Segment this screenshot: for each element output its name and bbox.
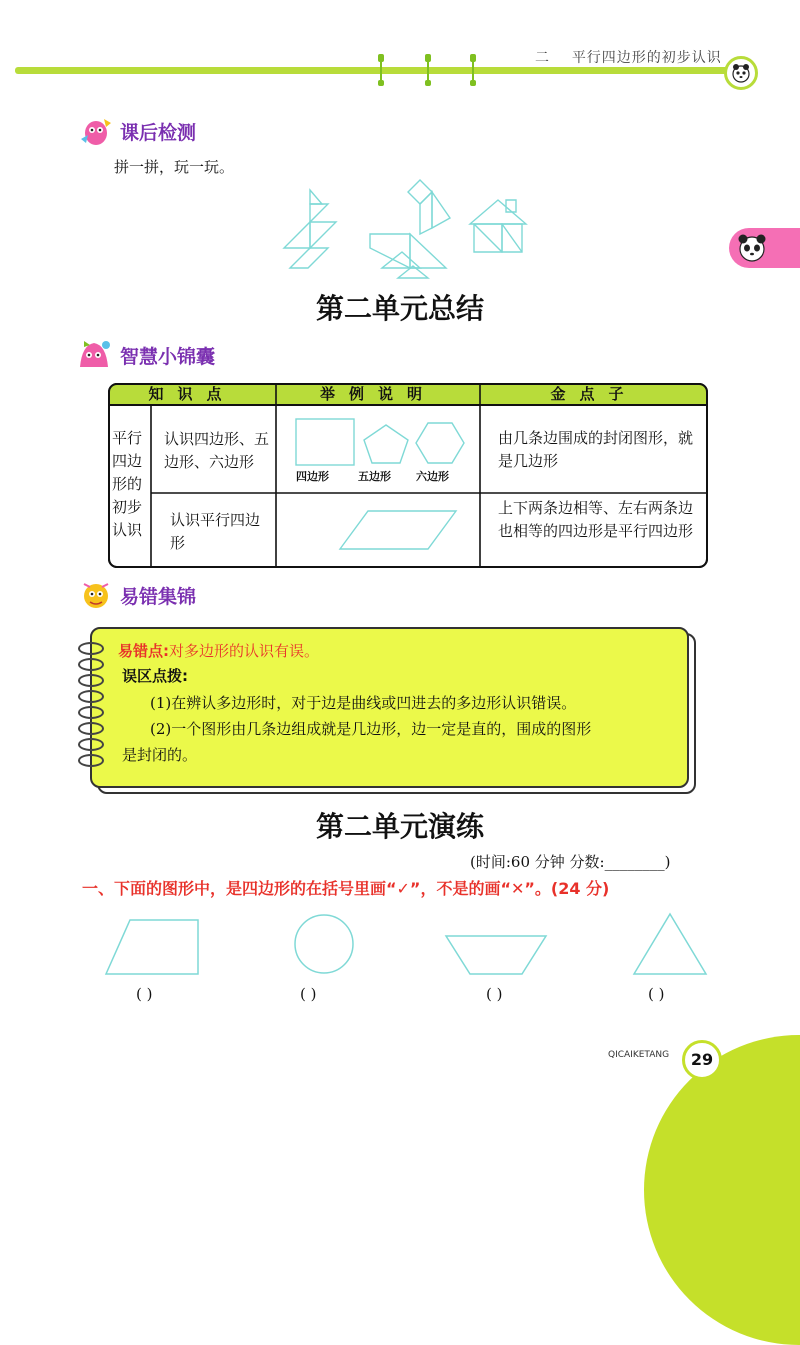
spiral-ring-icon [78,642,104,655]
tangram-figure-1 [284,190,336,268]
spiral-ring-icon [78,754,104,767]
side-tab [729,228,800,268]
exercise-meta: (时间:60 分钟 分数:________) [470,853,671,871]
panda-badge-icon [724,56,758,90]
binder-pin-icon [424,54,432,86]
advice-label: 误区点拨: [122,667,188,685]
question-shapes [100,912,720,978]
mistake-point-label: 易错点: [118,642,169,660]
mistake-point [118,640,319,661]
column-header-tips: 金点子 [550,385,638,403]
exercise-title: 第二单元演练 [315,810,484,843]
mistakes-heading: 易错集锦 [120,586,197,608]
header-bar [15,67,733,74]
row2-knowledge: 认识平行四边形 [170,511,261,552]
label-quadrilateral: 四边形 [296,470,329,483]
parallelogram-example [328,507,468,553]
circle-shape [295,915,353,973]
pentagon-shape [364,425,408,463]
table-topic: 平行四边形的初步认识 [112,429,143,539]
answer-blank-1[interactable]: ( ) [136,985,153,1003]
label-hexagon: 六边形 [416,470,449,483]
chapter-title: 平行四边形的初步认识 [571,50,722,66]
binder-pin-icon [469,54,477,86]
answer-blank-3[interactable]: ( ) [486,985,503,1003]
label-pentagon: 五边形 [358,470,391,483]
row1-tip: 由几条边围成的封闭图形，就是几边形 [498,429,694,470]
binder-pin-icon [377,54,385,86]
spiral-ring-icon [78,690,104,703]
spiral-ring-icon [78,706,104,719]
column-header-examples: 举例说明 [319,385,436,403]
homework-heading: 课后检测 [120,122,197,144]
row2-tip: 上下两条边相等、左右两条边也相等的四边形是平行四边形 [498,499,694,540]
wisdom-heading: 智慧小锦囊 [120,346,216,368]
homework-mascot-icon [78,115,114,149]
advice-line-2: (2)一个图形由几条边组成就是几边形，边一定是直的，围成的图形 [150,720,592,738]
mistake-point-text: 对多边形的认识有误。 [169,642,320,660]
trapezoid-shape-2 [446,936,546,974]
running-header [535,47,722,67]
summary-table [108,383,708,568]
advice-line-1: (1)在辨认多边形时，对于边是曲线或凹进去的多边形认识错误。 [150,694,577,712]
question-1: 一、下面的图形中，是四边形的在括号里画“✓”，不是的画“✕”。(24 分) [82,879,610,898]
row1-knowledge: 认识四边形、五边形、六边形 [164,430,270,471]
summary-title: 第二单元总结 [315,292,484,325]
tangram-figure-3 [470,200,526,252]
parallelogram-shape [340,511,456,549]
answer-blank-4[interactable]: ( ) [648,985,665,1003]
square-shape [296,419,354,465]
page-number: 29 [690,1050,714,1069]
footer-brand: QICAIKETANG [608,1050,670,1060]
chapter-number: 二 [535,50,550,66]
wisdom-mascot-icon [76,337,112,371]
triangle-shape [634,914,706,974]
column-header-knowledge: 知识点 [148,385,236,403]
spiral-ring-icon [78,738,104,751]
trapezoid-shape [106,920,198,974]
homework-instruction: 拼一拼，玩一玩。 [114,158,235,176]
footer-decoration [644,1035,800,1345]
tangram-figures [270,178,530,280]
mistakes-mascot-icon [78,578,114,612]
answer-blank-2[interactable]: ( ) [300,985,317,1003]
spiral-ring-icon [78,658,104,671]
tangram-figure-2 [370,180,450,278]
spiral-ring-icon [78,722,104,735]
panda-icon [732,228,772,268]
page-number-badge [682,1040,722,1080]
spiral-ring-icon [78,674,104,687]
advice-line-3: 是封闭的。 [122,746,198,764]
hexagon-shape [416,423,464,463]
